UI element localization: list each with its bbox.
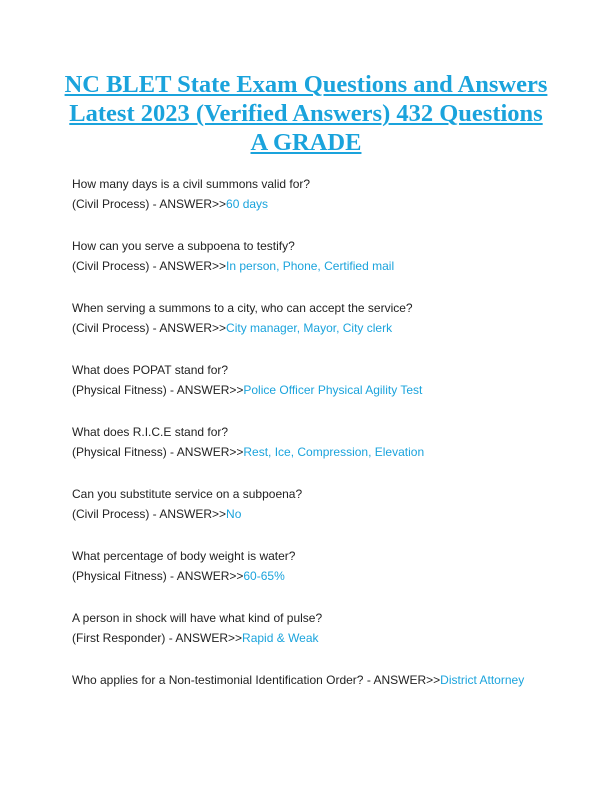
qa-item — [72, 670, 552, 732]
answer-line — [72, 504, 552, 524]
answer-line — [72, 318, 552, 338]
question-text: Can you substitute service on a subpoena? — [72, 487, 303, 501]
answer-marker: - ANSWER>> — [166, 445, 244, 459]
qa-item — [72, 360, 552, 422]
category-label: (Physical Fitness) — [72, 569, 167, 583]
answer-marker: - ANSWER>> — [149, 321, 227, 335]
category-label: (Physical Fitness) — [72, 445, 167, 459]
qa-item — [72, 298, 552, 360]
question-text: Who applies for a Non-testimonial Identification Order? — [72, 673, 364, 687]
answer-text: In person, Phone, Certified mail — [226, 259, 395, 273]
answer-line — [72, 442, 552, 462]
answer-text: City manager, Mayor, City clerk — [226, 321, 393, 335]
question-text: How many days is a civil summons valid for? — [72, 177, 311, 191]
answer-line — [72, 256, 552, 276]
question-text: A person in shock will have what kind of pulse? — [72, 611, 323, 625]
qa-item — [72, 422, 552, 484]
question-text: What does R.I.C.E stand for? — [72, 425, 229, 439]
answer-text: 60-65% — [243, 569, 285, 583]
answer-text: District Attorney — [440, 673, 525, 687]
category-label: (Physical Fitness) — [72, 383, 167, 397]
category-label: (Civil Process) — [72, 259, 150, 273]
answer-line — [72, 628, 552, 648]
qa-item — [72, 484, 552, 546]
answer-text: 60 days — [226, 197, 269, 211]
question-text: What percentage of body weight is water? — [72, 549, 296, 563]
answer-marker: - ANSWER>> — [149, 197, 227, 211]
answer-text: Rapid & Weak — [242, 631, 319, 645]
answer-marker: - ANSWER>> — [149, 259, 227, 273]
answer-text: Rest, Ice, Compression, Elevation — [243, 445, 425, 459]
category-label: (Civil Process) — [72, 197, 150, 211]
answer-line — [72, 670, 552, 690]
answer-text: Police Officer Physical Agility Test — [243, 383, 423, 397]
answer-marker: - ANSWER>> — [165, 631, 243, 645]
question-text: When serving a summons to a city, who can accept the service? — [72, 301, 413, 315]
document-title: NC BLET State Exam Questions and Answers Latest 2023 (Verified Answers) 432 Questions A GRADE — [64, 71, 548, 156]
category-label: (Civil Process) — [72, 321, 150, 335]
answer-marker: - ANSWER>> — [166, 569, 244, 583]
answer-text: No — [226, 507, 242, 521]
answer-line — [72, 380, 552, 400]
question-text: How can you serve a subpoena to testify? — [72, 239, 295, 253]
question-text: What does POPAT stand for? — [72, 363, 229, 377]
answer-marker: - ANSWER>> — [363, 673, 441, 687]
answer-line — [72, 194, 552, 214]
qa-item — [72, 546, 552, 608]
qa-list — [72, 174, 552, 732]
category-label: (Civil Process) — [72, 507, 150, 521]
qa-item — [72, 174, 552, 236]
answer-marker: - ANSWER>> — [149, 507, 227, 521]
qa-item — [72, 236, 552, 298]
category-label: (First Responder) — [72, 631, 166, 645]
qa-item — [72, 608, 552, 670]
answer-marker: - ANSWER>> — [166, 383, 244, 397]
answer-line — [72, 566, 552, 586]
